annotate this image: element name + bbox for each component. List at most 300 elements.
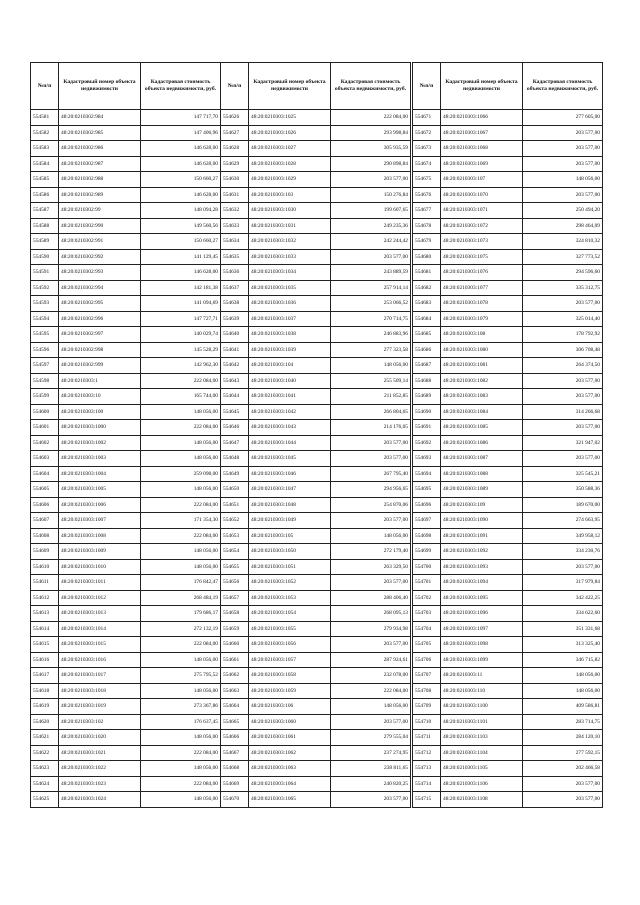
cadastral-value: 222 084,00 bbox=[141, 745, 221, 761]
cadastral-value: 148 056,00 bbox=[141, 761, 221, 777]
cadastral-value: 148 056,00 bbox=[331, 358, 411, 374]
table-row bbox=[413, 342, 603, 358]
table-row bbox=[31, 420, 221, 436]
cadastral-value: 272 179,40 bbox=[331, 544, 411, 560]
cadastral-value: 240 820,25 bbox=[331, 776, 411, 792]
cadastral-number: 48:20:0210303:1035 bbox=[249, 280, 331, 296]
table-row bbox=[221, 575, 411, 591]
cadastral-value: 149 560,56 bbox=[141, 218, 221, 234]
cadastral-value: 275 795,52 bbox=[141, 668, 221, 684]
cadastral-value: 279 934,98 bbox=[331, 621, 411, 637]
row-number: 554610 bbox=[31, 559, 59, 575]
table-row bbox=[31, 668, 221, 684]
cadastral-number: 48:20:0210303:1029 bbox=[249, 172, 331, 188]
row-number: 554664 bbox=[221, 699, 249, 715]
row-number: 554618 bbox=[31, 683, 59, 699]
table-row bbox=[31, 110, 221, 126]
table-row bbox=[221, 497, 411, 513]
table-row bbox=[413, 125, 603, 141]
cadastral-number: 48:20:0210303:1099 bbox=[441, 652, 523, 668]
table-row bbox=[31, 528, 221, 544]
cadastral-value: 203 577,00 bbox=[331, 435, 411, 451]
row-number: 554695 bbox=[413, 482, 441, 498]
row-number: 554651 bbox=[221, 497, 249, 513]
table-row bbox=[221, 141, 411, 157]
cadastral-value: 148 094,28 bbox=[141, 203, 221, 219]
table-row bbox=[413, 606, 603, 622]
cadastral-value: 145 528,29 bbox=[141, 342, 221, 358]
row-number: 554676 bbox=[413, 187, 441, 203]
table-row bbox=[31, 342, 221, 358]
row-number: 554674 bbox=[413, 156, 441, 172]
cadastral-number: 48:20:0210303:1038 bbox=[249, 327, 331, 343]
row-number: 554590 bbox=[31, 249, 59, 265]
table-row bbox=[31, 575, 221, 591]
table-row bbox=[31, 296, 221, 312]
cadastral-number: 48:20:0210303:1007 bbox=[59, 513, 141, 529]
cadastral-number: 48:20:0210303:1047 bbox=[249, 482, 331, 498]
cadastral-number: 48:20:0210303:1095 bbox=[441, 590, 523, 606]
cadastral-number: 48:20:0210302:998 bbox=[59, 342, 141, 358]
table-row bbox=[31, 141, 221, 157]
row-number: 554625 bbox=[31, 792, 59, 808]
cadastral-number: 48:20:0210303:1077 bbox=[441, 280, 523, 296]
cadastral-value: 273 367,86 bbox=[141, 699, 221, 715]
table-row bbox=[31, 156, 221, 172]
cadastral-number: 48:20:0210303:1091 bbox=[441, 528, 523, 544]
cadastral-value: 203 577,00 bbox=[331, 575, 411, 591]
cadastral-value: 293 998,84 bbox=[331, 125, 411, 141]
cadastral-number: 48:20:0210302:997 bbox=[59, 327, 141, 343]
cadastral-number: 48:20:0210303:1036 bbox=[249, 296, 331, 312]
row-number: 554701 bbox=[413, 575, 441, 591]
header-cadastral-value: Кадастровая стоимость объекта недвижимости, руб. bbox=[141, 63, 221, 110]
row-number: 554670 bbox=[221, 792, 249, 808]
cadastral-value: 222 084,00 bbox=[141, 373, 221, 389]
row-number: 554660 bbox=[221, 637, 249, 653]
cadastral-value: 146 628,00 bbox=[141, 141, 221, 157]
row-number: 554684 bbox=[413, 311, 441, 327]
row-number: 554612 bbox=[31, 590, 59, 606]
cadastral-value: 203 577,00 bbox=[523, 187, 603, 203]
table-row bbox=[31, 280, 221, 296]
cadastral-number: 48:20:0210303:1045 bbox=[249, 451, 331, 467]
row-number: 554597 bbox=[31, 358, 59, 374]
cadastral-number: 48:20:0210303:1020 bbox=[59, 730, 141, 746]
cadastral-value: 257 914,14 bbox=[331, 280, 411, 296]
cadastral-number: 48:20:0210303:1105 bbox=[441, 761, 523, 777]
row-number: 554602 bbox=[31, 435, 59, 451]
table-row bbox=[31, 389, 221, 405]
table-row bbox=[413, 311, 603, 327]
cadastral-value: 203 577,00 bbox=[331, 249, 411, 265]
cadastral-value: 277 605,00 bbox=[523, 110, 603, 126]
table-row bbox=[413, 141, 603, 157]
cadastral-number: 48:20:0210303:1016 bbox=[59, 652, 141, 668]
cadastral-number: 48:20:0210302:986 bbox=[59, 141, 141, 157]
row-number: 554678 bbox=[413, 218, 441, 234]
table-row bbox=[413, 203, 603, 219]
table-row bbox=[221, 606, 411, 622]
table-row bbox=[31, 559, 221, 575]
cadastral-number: 48:20:0210303:1085 bbox=[441, 420, 523, 436]
cadastral-number: 48:20:0210302:99 bbox=[59, 203, 141, 219]
cadastral-value: 266 804,65 bbox=[331, 404, 411, 420]
cadastral-value: 351 331,68 bbox=[523, 621, 603, 637]
row-number: 554626 bbox=[221, 110, 249, 126]
row-number: 554639 bbox=[221, 311, 249, 327]
row-number: 554677 bbox=[413, 203, 441, 219]
cadastral-number: 48:20:0210303:1024 bbox=[59, 792, 141, 808]
cadastral-number: 48:20:0210303:1065 bbox=[249, 792, 331, 808]
cadastral-number: 48:20:0210303:1022 bbox=[59, 761, 141, 777]
cadastral-number: 48:20:0210303:1066 bbox=[441, 110, 523, 126]
cadastral-value: 203 577,00 bbox=[523, 420, 603, 436]
cadastral-number: 48:20:0210303:1003 bbox=[59, 451, 141, 467]
cadastral-number: 48:20:0210303:1064 bbox=[249, 776, 331, 792]
row-number: 554708 bbox=[413, 683, 441, 699]
row-number: 554671 bbox=[413, 110, 441, 126]
cadastral-value: 335 312,75 bbox=[523, 280, 603, 296]
cadastral-value: 254 870,06 bbox=[331, 497, 411, 513]
table-row bbox=[31, 218, 221, 234]
cadastral-value: 203 577,00 bbox=[331, 792, 411, 808]
cadastral-value: 146 628,00 bbox=[141, 156, 221, 172]
table-row bbox=[221, 699, 411, 715]
cadastral-number: 48:20:0210303:1033 bbox=[249, 249, 331, 265]
table-row bbox=[221, 110, 411, 126]
header-cadastral-number: Кадастровый номер объекта недвижимости bbox=[249, 63, 331, 110]
row-number: 554709 bbox=[413, 699, 441, 715]
cadastral-value: 321 947,02 bbox=[523, 435, 603, 451]
row-number: 554653 bbox=[221, 528, 249, 544]
cadastral-value: 147 727,71 bbox=[141, 311, 221, 327]
cadastral-number: 48:20:0210303:1072 bbox=[441, 218, 523, 234]
cadastral-value: 324 810,32 bbox=[523, 234, 603, 250]
row-number: 554640 bbox=[221, 327, 249, 343]
cadastral-value: 176 637,45 bbox=[141, 714, 221, 730]
cadastral-value: 222 084,00 bbox=[141, 776, 221, 792]
table-row bbox=[221, 404, 411, 420]
row-number: 554583 bbox=[31, 141, 59, 157]
row-number: 554711 bbox=[413, 730, 441, 746]
table-row bbox=[31, 203, 221, 219]
cadastral-value: 249 235,36 bbox=[331, 218, 411, 234]
row-number: 554683 bbox=[413, 296, 441, 312]
header-cadastral-value: Кадастровая стоимость объекта недвижимости, руб. bbox=[331, 63, 411, 110]
table-row bbox=[31, 373, 221, 389]
cadastral-value: 178 792,92 bbox=[523, 327, 603, 343]
cadastral-number: 48:20:0210303:1093 bbox=[441, 559, 523, 575]
row-number: 554619 bbox=[31, 699, 59, 715]
cadastral-number: 48:20:0210303:1086 bbox=[441, 435, 523, 451]
table-row bbox=[413, 730, 603, 746]
table-row bbox=[221, 435, 411, 451]
cadastral-number: 48:20:0210303:1018 bbox=[59, 683, 141, 699]
table-row bbox=[221, 776, 411, 792]
cadastral-number: 48:20:0210303:1062 bbox=[249, 745, 331, 761]
cadastral-number: 48:20:0210303:1005 bbox=[59, 482, 141, 498]
row-number: 554680 bbox=[413, 249, 441, 265]
table-row bbox=[31, 497, 221, 513]
table-row bbox=[413, 451, 603, 467]
row-number: 554638 bbox=[221, 296, 249, 312]
cadastral-number: 48:20:0210303:1041 bbox=[249, 389, 331, 405]
cadastral-number: 48:20:0210303:1082 bbox=[441, 373, 523, 389]
cadastral-value: 203 577,00 bbox=[331, 714, 411, 730]
cadastral-value: 346 715,82 bbox=[523, 652, 603, 668]
cadastral-number: 48:20:0210303:1080 bbox=[441, 342, 523, 358]
table-row bbox=[221, 652, 411, 668]
cadastral-number: 48:20:0210303:1084 bbox=[441, 404, 523, 420]
table-row bbox=[31, 792, 221, 808]
table-row bbox=[31, 730, 221, 746]
cadastral-value: 246 883,96 bbox=[331, 327, 411, 343]
row-number: 554682 bbox=[413, 280, 441, 296]
cadastral-value: 272 132,19 bbox=[141, 621, 221, 637]
cadastral-number: 48:20:0210303:1050 bbox=[249, 544, 331, 560]
row-number: 554672 bbox=[413, 125, 441, 141]
cadastral-value: 203 577,00 bbox=[523, 141, 603, 157]
table-row bbox=[221, 373, 411, 389]
table-row bbox=[413, 652, 603, 668]
cadastral-value: 277 323,58 bbox=[331, 342, 411, 358]
cadastral-value: 313 325,40 bbox=[523, 637, 603, 653]
cadastral-number: 48:20:0210303:1019 bbox=[59, 699, 141, 715]
row-number: 554647 bbox=[221, 435, 249, 451]
cadastral-value: 270 714,75 bbox=[331, 311, 411, 327]
cadastral-number: 48:20:0210302:989 bbox=[59, 187, 141, 203]
cadastral-value: 283 714,75 bbox=[523, 714, 603, 730]
cadastral-number: 48:20:0210303:1030 bbox=[249, 203, 331, 219]
table-row bbox=[413, 296, 603, 312]
table-row bbox=[31, 699, 221, 715]
cadastral-number: 48:20:0210303:1040 bbox=[249, 373, 331, 389]
cadastral-value: 148 056,00 bbox=[141, 730, 221, 746]
table-row bbox=[221, 451, 411, 467]
table-row bbox=[413, 156, 603, 172]
cadastral-number: 48:20:0210303:1096 bbox=[441, 606, 523, 622]
cadastral-value: 214 176,05 bbox=[331, 420, 411, 436]
cadastral-number: 48:20:0210303:1015 bbox=[59, 637, 141, 653]
cadastral-value: 148 056,00 bbox=[141, 544, 221, 560]
table-row bbox=[413, 528, 603, 544]
table-row bbox=[221, 265, 411, 281]
row-number: 554707 bbox=[413, 668, 441, 684]
cadastral-value: 294 596,60 bbox=[523, 265, 603, 281]
table-row bbox=[31, 125, 221, 141]
cadastral-number: 48:20:0210303:108 bbox=[441, 327, 523, 343]
row-number: 554605 bbox=[31, 482, 59, 498]
table-row bbox=[413, 559, 603, 575]
cadastral-number: 48:20:0210302:995 bbox=[59, 296, 141, 312]
row-number: 554693 bbox=[413, 451, 441, 467]
cadastral-value: 325 545,21 bbox=[523, 466, 603, 482]
row-number: 554714 bbox=[413, 776, 441, 792]
row-number: 554606 bbox=[31, 497, 59, 513]
cadastral-number: 48:20:0210303:1037 bbox=[249, 311, 331, 327]
cadastral-number: 48:20:0210303:11 bbox=[441, 668, 523, 684]
row-number: 554661 bbox=[221, 652, 249, 668]
cadastral-number: 48:20:0210303:1004 bbox=[59, 466, 141, 482]
cadastral-number: 48:20:0210303:1049 bbox=[249, 513, 331, 529]
cadastral-number: 48:20:0210303:1054 bbox=[249, 606, 331, 622]
table-row bbox=[221, 172, 411, 188]
cadastral-number: 48:20:0210303:1079 bbox=[441, 311, 523, 327]
cadastral-number: 48:20:0210303:1061 bbox=[249, 730, 331, 746]
table-row bbox=[31, 683, 221, 699]
table-row bbox=[31, 714, 221, 730]
cadastral-value: 267 795,40 bbox=[331, 466, 411, 482]
cadastral-value: 148 056,00 bbox=[523, 172, 603, 188]
cadastral-value: 147 717,70 bbox=[141, 110, 221, 126]
table-row bbox=[413, 776, 603, 792]
row-number: 554694 bbox=[413, 466, 441, 482]
cadastral-value: 222 084,00 bbox=[141, 528, 221, 544]
row-number: 554624 bbox=[31, 776, 59, 792]
header-number: №п/п bbox=[31, 63, 59, 110]
row-number: 554634 bbox=[221, 234, 249, 250]
table-row bbox=[221, 590, 411, 606]
row-number: 554627 bbox=[221, 125, 249, 141]
row-number: 554641 bbox=[221, 342, 249, 358]
row-number: 554649 bbox=[221, 466, 249, 482]
row-number: 554593 bbox=[31, 296, 59, 312]
cadastral-value: 222 084,00 bbox=[331, 683, 411, 699]
row-number: 554706 bbox=[413, 652, 441, 668]
cadastral-value: 171 354,30 bbox=[141, 513, 221, 529]
table-row bbox=[221, 234, 411, 250]
cadastral-number: 48:20:0210303:106 bbox=[249, 699, 331, 715]
row-number: 554655 bbox=[221, 559, 249, 575]
table-row bbox=[413, 745, 603, 761]
row-number: 554642 bbox=[221, 358, 249, 374]
cadastral-number: 48:20:0210303:1094 bbox=[441, 575, 523, 591]
cadastral-value: 148 056,00 bbox=[141, 683, 221, 699]
row-number: 554604 bbox=[31, 466, 59, 482]
cadastral-value: 222 084,00 bbox=[331, 110, 411, 126]
cadastral-number: 48:20:0210302:993 bbox=[59, 265, 141, 281]
cadastral-value: 203 577,00 bbox=[523, 389, 603, 405]
row-number: 554648 bbox=[221, 451, 249, 467]
table-row bbox=[31, 761, 221, 777]
table-row bbox=[221, 637, 411, 653]
cadastral-value: 203 577,00 bbox=[523, 125, 603, 141]
cadastral-value: 148 056,00 bbox=[331, 699, 411, 715]
cadastral-value: 148 056,00 bbox=[141, 451, 221, 467]
cadastral-value: 148 056,00 bbox=[141, 652, 221, 668]
header-cadastral-number: Кадастровый номер объекта недвижимости bbox=[441, 63, 523, 110]
cadastral-number: 48:20:0210303:1073 bbox=[441, 234, 523, 250]
cadastral-value: 148 056,00 bbox=[331, 528, 411, 544]
cadastral-number: 48:20:0210303:1039 bbox=[249, 342, 331, 358]
cadastral-value: 263 329,50 bbox=[331, 559, 411, 575]
table-row bbox=[413, 172, 603, 188]
header-number: №п/п bbox=[413, 63, 441, 110]
cadastral-value: 150 660,27 bbox=[141, 234, 221, 250]
cadastral-value: 148 056,00 bbox=[141, 559, 221, 575]
cadastral-value: 317 979,84 bbox=[523, 575, 603, 591]
row-number: 554637 bbox=[221, 280, 249, 296]
table-row bbox=[221, 559, 411, 575]
cadastral-value: 277 592,15 bbox=[523, 745, 603, 761]
cadastral-number: 48:20:0210303:1025 bbox=[249, 110, 331, 126]
table-row bbox=[31, 621, 221, 637]
cadastral-number: 48:20:0210303:1052 bbox=[249, 575, 331, 591]
cadastral-value: 203 577,00 bbox=[523, 559, 603, 575]
row-number: 554621 bbox=[31, 730, 59, 746]
cadastral-value: 274 663,95 bbox=[523, 513, 603, 529]
row-number: 554715 bbox=[413, 792, 441, 808]
table-row bbox=[221, 249, 411, 265]
header-number: №п/п bbox=[221, 63, 249, 110]
table-row bbox=[31, 590, 221, 606]
table-row bbox=[413, 187, 603, 203]
cadastral-number: 48:20:0210302:996 bbox=[59, 311, 141, 327]
cadastral-number: 48:20:0210303:1081 bbox=[441, 358, 523, 374]
cadastral-number: 48:20:0210303:1026 bbox=[249, 125, 331, 141]
cadastral-value: 264 374,50 bbox=[523, 358, 603, 374]
table-row bbox=[31, 404, 221, 420]
table-row bbox=[221, 668, 411, 684]
table-row bbox=[221, 730, 411, 746]
cadastral-value: 334 230,76 bbox=[523, 544, 603, 560]
table-row bbox=[31, 466, 221, 482]
row-number: 554705 bbox=[413, 637, 441, 653]
table-row bbox=[31, 265, 221, 281]
row-number: 554673 bbox=[413, 141, 441, 157]
cadastral-value: 350 588,36 bbox=[523, 482, 603, 498]
cadastral-value: 409 586,81 bbox=[523, 699, 603, 715]
cadastral-number: 48:20:0210303:1071 bbox=[441, 203, 523, 219]
cadastral-number: 48:20:0210303:1104 bbox=[441, 745, 523, 761]
row-number: 554581 bbox=[31, 110, 59, 126]
row-number: 554589 bbox=[31, 234, 59, 250]
cadastral-number: 48:20:0210303:1108 bbox=[441, 792, 523, 808]
row-number: 554598 bbox=[31, 373, 59, 389]
row-number: 554698 bbox=[413, 528, 441, 544]
cadastral-value: 305 935,59 bbox=[331, 141, 411, 157]
row-number: 554633 bbox=[221, 218, 249, 234]
row-number: 554687 bbox=[413, 358, 441, 374]
cadastral-value: 211 852,85 bbox=[331, 389, 411, 405]
table-row bbox=[221, 358, 411, 374]
row-number: 554689 bbox=[413, 389, 441, 405]
row-number: 554669 bbox=[221, 776, 249, 792]
row-number: 554591 bbox=[31, 265, 59, 281]
row-number: 554600 bbox=[31, 404, 59, 420]
cadastral-value: 314 266,68 bbox=[523, 404, 603, 420]
cadastral-value: 203 577,00 bbox=[523, 451, 603, 467]
cadastral-number: 48:20:0210303:1069 bbox=[441, 156, 523, 172]
property-table-2 bbox=[220, 62, 411, 808]
cadastral-value: 176 842,47 bbox=[141, 575, 221, 591]
row-number: 554686 bbox=[413, 342, 441, 358]
cadastral-number: 48:20:0210303:1055 bbox=[249, 621, 331, 637]
cadastral-value: 146 628,00 bbox=[141, 265, 221, 281]
cadastral-value: 237 274,95 bbox=[331, 745, 411, 761]
cadastral-value: 203 577,00 bbox=[523, 792, 603, 808]
cadastral-value: 349 958,12 bbox=[523, 528, 603, 544]
cadastral-number: 48:20:0210303:1106 bbox=[441, 776, 523, 792]
row-number: 554629 bbox=[221, 156, 249, 172]
table-row bbox=[413, 668, 603, 684]
row-number: 554666 bbox=[221, 730, 249, 746]
table-row bbox=[31, 234, 221, 250]
row-number: 554588 bbox=[31, 218, 59, 234]
table-row bbox=[413, 110, 603, 126]
table-row bbox=[221, 280, 411, 296]
